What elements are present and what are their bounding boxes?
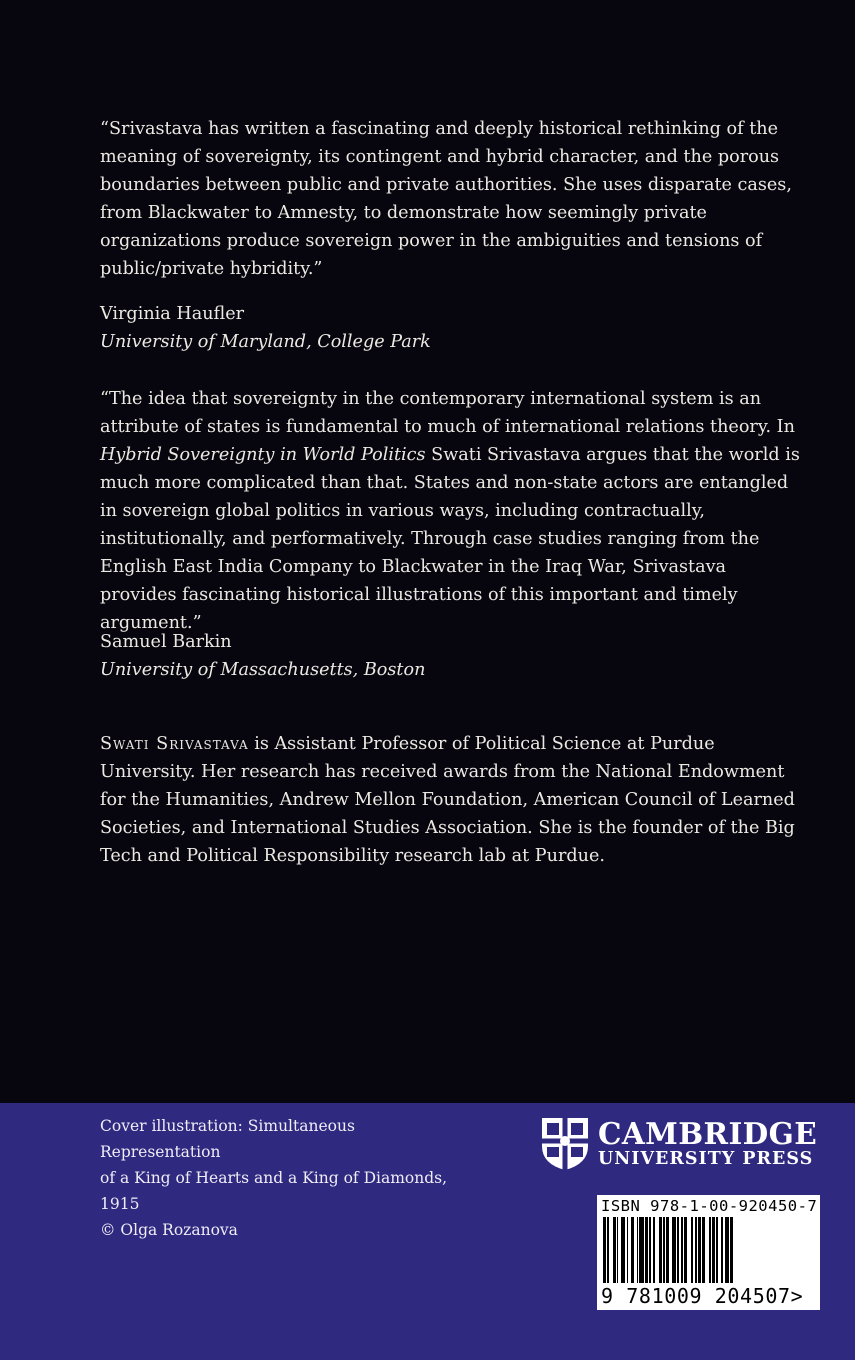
barcode-bar: [613, 1217, 616, 1283]
quote2-text-after: Swati Srivastava argues that the world is much more complicated than that. States and non-state actors are entangled in sovereign global politics in various ways, including contractually, institutionally, and performatively. Through case studies ranging from the English East India Company to Blackwater in the Iraq War, Srivastava provides fascinating historical illustrations of this important and timely argument.”: [100, 445, 800, 633]
barcode-bar: [695, 1217, 696, 1283]
barcode-bar: [637, 1217, 638, 1283]
book-title: Hybrid Sovereignty in World Politics: [100, 445, 426, 465]
barcode-bar: [631, 1217, 634, 1283]
barcode-bar: [627, 1217, 628, 1283]
barcode-bar: [702, 1217, 705, 1283]
barcode-bar: [621, 1217, 625, 1283]
barcode-bar: [666, 1217, 669, 1283]
barcode-bar: [712, 1217, 715, 1283]
endorser-name-1: Virginia Haufler: [100, 304, 245, 324]
barcode-bar: [681, 1217, 682, 1283]
barcode-bar: [649, 1217, 650, 1283]
barcode-digits: [601, 1284, 803, 1308]
barcode-bar: [725, 1217, 729, 1283]
barcode-bar: [603, 1217, 606, 1283]
barcode-bar: [617, 1217, 618, 1283]
cover-credit-line-3: © Olga Rozanova: [100, 1221, 238, 1239]
barcode-bar: [659, 1217, 662, 1283]
quote2-text-before: “The idea that sovereignty in the contemporary international system is an attribute of states is fundamental to much of international relations theory. In: [100, 389, 795, 437]
isbn-barcode: [597, 1195, 820, 1310]
barcode-bar: [698, 1217, 701, 1283]
barcode-bar: [677, 1217, 678, 1283]
barcode-bar: [709, 1217, 710, 1283]
barcode-number: 9 781009 204507: [601, 1284, 791, 1308]
barcode-bar: [691, 1217, 692, 1283]
barcode-bar: [716, 1217, 717, 1283]
barcode-bar: [639, 1217, 643, 1283]
barcode-bar: [721, 1217, 724, 1283]
endorser-name-2: Samuel Barkin: [100, 632, 232, 652]
publisher-name: [598, 1116, 818, 1169]
barcode-bar: [653, 1217, 654, 1283]
barcode-bar: [684, 1217, 687, 1283]
barcode-trailing-mark: >: [790, 1284, 804, 1308]
cambridge-shield-icon: [540, 1116, 590, 1172]
barcode-bars: [603, 1217, 815, 1283]
publisher-logo: [540, 1116, 817, 1172]
cover-credit-line-2: of a King of Hearts and a King of Diamonds, 1915: [100, 1169, 448, 1213]
barcode-bar: [672, 1217, 676, 1283]
endorsement-quote-1: “Srivastava has written a fascinating and deeply historical rethinking of the meaning of sovereignty, its contingent and hybrid character, and the porous boundaries between public and private authorities. She uses disparate cases, from Blackwater to Amnesty, to demonstrate how seemingly private organizations produce sovereign power in the ambiguities and tensions of public/private hybridity.”: [100, 119, 792, 279]
barcode-bar: [645, 1217, 648, 1283]
publisher-name-line-1: CAMBRIDGE: [598, 1116, 818, 1151]
author-bio-text: is Assistant Professor of Political Science at Purdue University. Her research has received awards from the National Endowment for the Humanities, Andrew Mellon Foundation, American Council of Learned Societies, and International Studies Association. She is the founder of the Big Tech and Political Responsibility research lab at Purdue.: [100, 734, 795, 866]
barcode-bar: [607, 1217, 608, 1283]
author-bio: [100, 730, 800, 870]
cover-credit-line-1: Cover illustration: Simultaneous Representation: [100, 1117, 355, 1161]
barcode-bar: [663, 1217, 664, 1283]
endorsement-quote-2: [100, 385, 800, 637]
endorser-affiliation-2: University of Massachusetts, Boston: [100, 660, 426, 680]
endorser-affiliation-1: University of Maryland, College Park: [100, 332, 431, 352]
cover-credit: [100, 1113, 480, 1243]
barcode-bar: [730, 1217, 733, 1283]
publisher-name-line-2: UNIVERSITY PRESS: [598, 1149, 814, 1169]
author-name: Swati Srivastava: [100, 734, 249, 754]
isbn-label: ISBN 978-1-00-920450-7: [601, 1197, 818, 1215]
